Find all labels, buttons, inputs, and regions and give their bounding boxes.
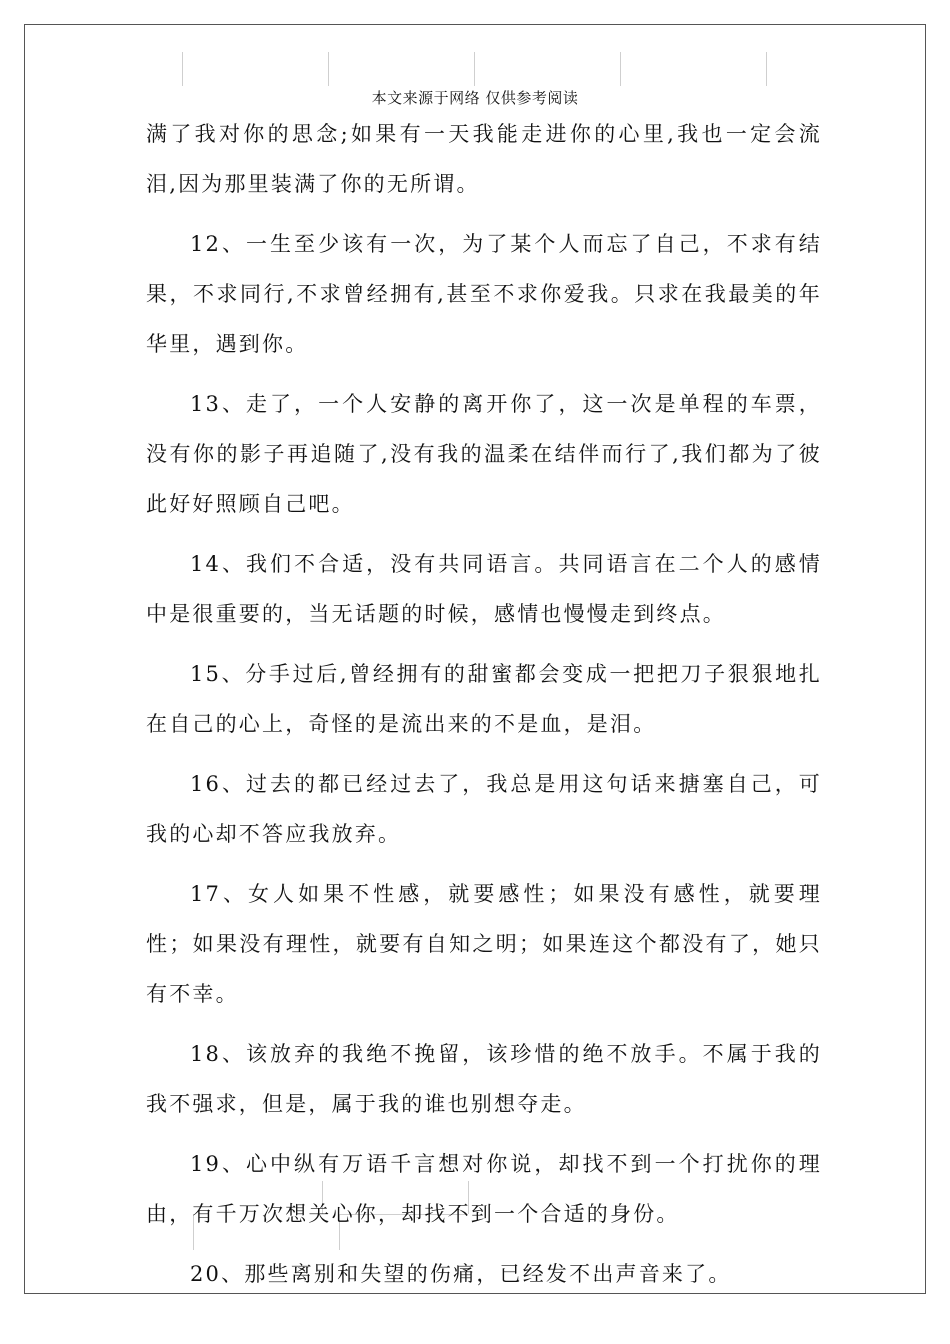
paragraph: 18、该放弃的我绝不挽留，该珍惜的绝不放手。不属于我的我不强求，但是，属于我的谁也别想夺走。 [146, 1042, 822, 1116]
guide-line [474, 52, 475, 86]
document-body [146, 109, 822, 1309]
paragraph: 20、那些离别和失望的伤痛，已经发不出声音来了。 [190, 1262, 732, 1286]
paragraph: 16、过去的都已经过去了，我总是用这句话来搪塞自己，可我的心却不答应我放弃。 [146, 772, 822, 846]
paragraph: 15、分手过后,曾经拥有的甜蜜都会变成一把把刀子狠狠地扎在自己的心上，奇怪的是流出来的不是血，是泪。 [146, 662, 822, 736]
paragraph: 12、一生至少该有一次，为了某个人而忘了自己，不求有结果，不求同行,不求曾经拥有,甚至不求你爱我。只求在我最美的年华里，遇到你。 [146, 232, 822, 356]
source-note: 本文来源于网络 仅供参考阅读 [371, 89, 579, 107]
guide-line [766, 52, 767, 86]
paragraph: 19、心中纵有万语千言想对你说，却找不到一个打扰你的理由，有千万次想关心你，却找不到一个合适的身份。 [146, 1152, 822, 1226]
paragraph: 满了我对你的思念;如果有一天我能走进你的心里,我也一定会流泪,因为那里装满了你的无所谓。 [146, 122, 822, 196]
guide-line [620, 52, 621, 86]
paragraph: 13、走了，一个人安静的离开你了，这一次是单程的车票，没有你的影子再追随了,没有我的温柔在结伴而行了,我们都为了彼此好好照顾自己吧。 [146, 392, 822, 516]
guide-line [328, 52, 329, 86]
paragraph: 14、我们不合适，没有共同语言。共同语言在二个人的感情中是很重要的，当无话题的时候，感情也慢慢走到终点。 [146, 552, 822, 626]
guide-line [182, 52, 183, 86]
paragraph: 17、女人如果不性感，就要感性；如果没有感性，就要理性；如果没有理性，就要有自知之明；如果连这个都没有了，她只有不幸。 [146, 882, 822, 1006]
